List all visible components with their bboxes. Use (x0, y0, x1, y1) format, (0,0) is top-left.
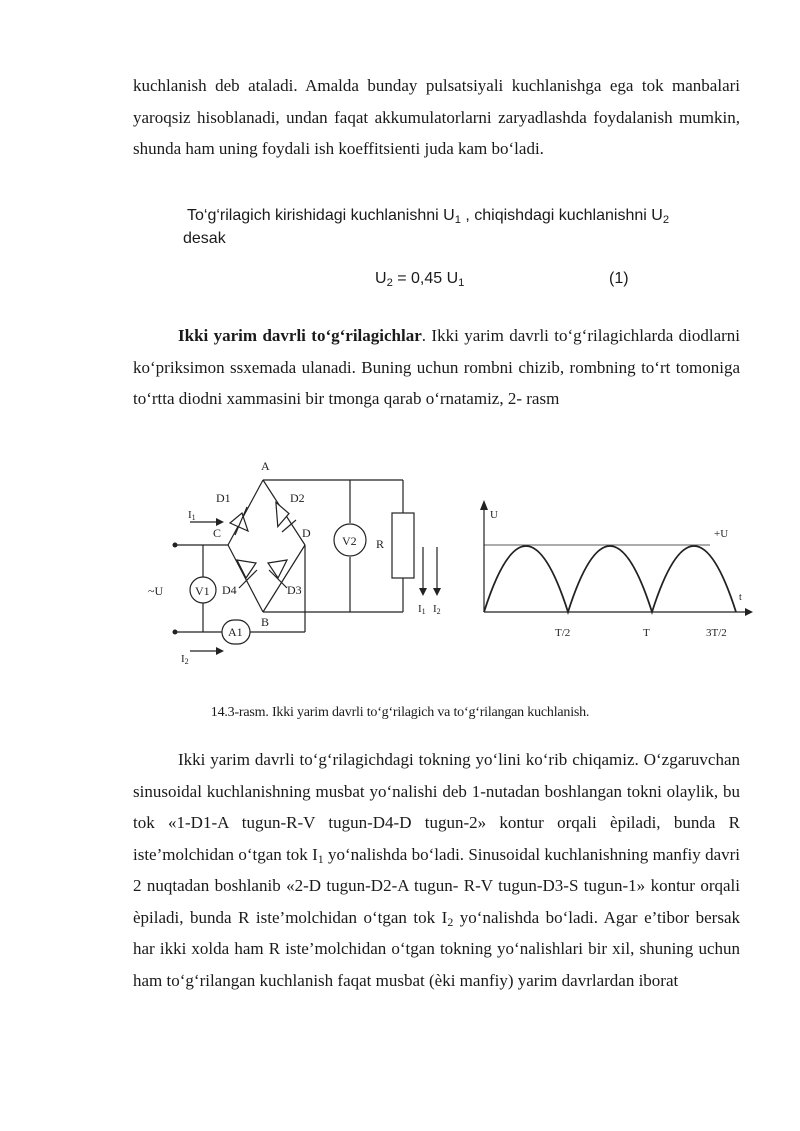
tick-label-three-half-period: 3T/2 (706, 627, 727, 639)
subscript: 1 (454, 213, 461, 226)
text-fragment: To‘g‘rilagich kirishidagi kuchlanishni U (187, 207, 455, 224)
resistor-label: R (376, 537, 385, 551)
current-i1-right-label: I1 (418, 603, 426, 616)
ammeter-a1-label: A1 (228, 625, 243, 639)
text-fragment: desak (183, 230, 226, 247)
tick-label-half-period: T/2 (555, 627, 571, 639)
current-i2-left-label: I2 (181, 653, 189, 666)
waveform-level-label: +U (714, 528, 729, 540)
tick-label-period: T (643, 627, 650, 639)
text-fragment: . Ikki yarim davrli to‘g‘rilagichlarda diodlarni ko‘priksimon ssxemada ulanadi. Buning uchun rombni chizib, rombning to‘rt tomoniga to‘rtta diodni xammasini bir tmonga qarab o‘rnatamiz, 2- rasm (133, 326, 741, 408)
node-c-label: C (213, 526, 222, 540)
waveform-y-label: U (490, 509, 498, 521)
text-fragment: Ikki yarim davrli to‘g‘rilagichdagi tokning yo‘lini ko‘rib chiqamiz. O‘zgaruvchan sinusoidal kuchlanishning musbat yo‘nalishi deb 1-nutadan boshlangan tokni olaylik, bu tok «1-D1-A tugun-R-V tugun-D4-D tugun-2» kontur orqali èpiladi, bunda R iste’molchidan o‘tgan tok I (133, 750, 740, 864)
current-i2-right-label: I2 (433, 603, 441, 616)
text-fragment: yo‘nalishda bo‘ladi. Agar e’tibor bersak har ikki xolda ham R iste’molchidan o‘tgan tokning yo‘nalishlari bir xil, shuning uchun ham to‘g‘rilangan kuchlanish faqat musbat (èki manfiy) yarim davrlardan iborat (133, 907, 740, 990)
paragraph-full-wave (133, 320, 740, 415)
node-d-label: D (302, 526, 311, 540)
figure-caption: 14.3-rasm. Ikki yarim davrli to‘g‘rilagich va to‘g‘rilangan kuchlanish. (210, 705, 590, 720)
subscript: 1 (317, 851, 324, 866)
section-heading: Ikki yarim davrli to‘g‘rilagichlar (178, 326, 422, 345)
formula-lhs: U (375, 270, 387, 287)
diode-d3-label: D3 (287, 583, 302, 597)
paragraph-current-path (133, 744, 740, 996)
diode-d2-label: D2 (290, 491, 305, 505)
diode-d4-label: D4 (222, 583, 237, 597)
text-fragment: , chiqishdagi kuchlanishni U (460, 207, 663, 224)
current-i1-left-label: I1 (188, 509, 196, 522)
diode-d1-label: D1 (216, 491, 231, 505)
formula (375, 270, 464, 288)
circuit-diagram (0, 445, 800, 685)
paragraph-voltage-definition (183, 204, 747, 250)
rectified-waveform (484, 546, 736, 612)
subscript: 1 (458, 276, 465, 289)
waveform-x-label: t (739, 592, 742, 603)
voltmeter-v2-label: V2 (342, 534, 357, 548)
text-fragment: yo‘nalishda bo‘ladi. Sinusoidal kuchlanishning manfiy davri 2 nuqtadan boshlanib «2-D tugun-D2-A tugun- R-V tugun-D3-S tugun-1» kontur orqali èpiladi, bunda R iste’molchidan o‘tgan tok I (133, 844, 741, 927)
formula-number: (1) (609, 270, 629, 287)
subscript: 2 (386, 276, 393, 289)
source-label: ~U (148, 584, 164, 598)
node-a-label: A (261, 459, 270, 473)
subscript: 2 (447, 914, 454, 929)
voltmeter-v1-label: V1 (195, 584, 210, 598)
paragraph-intro: kuchlanish deb ataladi. Amalda bunday pulsatsiyali kuchlanishga ega tok manbalari yaroqsiz hisoblanadi, undan faqat akkumulatorlarni zaryadlashda foydalanish mumkin, shunda ham uning foydali ish koeffitsienti juda kam bo‘ladi. (133, 76, 740, 158)
node-b-label: B (261, 615, 270, 629)
formula-middle: = 0,45 U (392, 270, 459, 287)
subscript: 2 (662, 213, 670, 226)
